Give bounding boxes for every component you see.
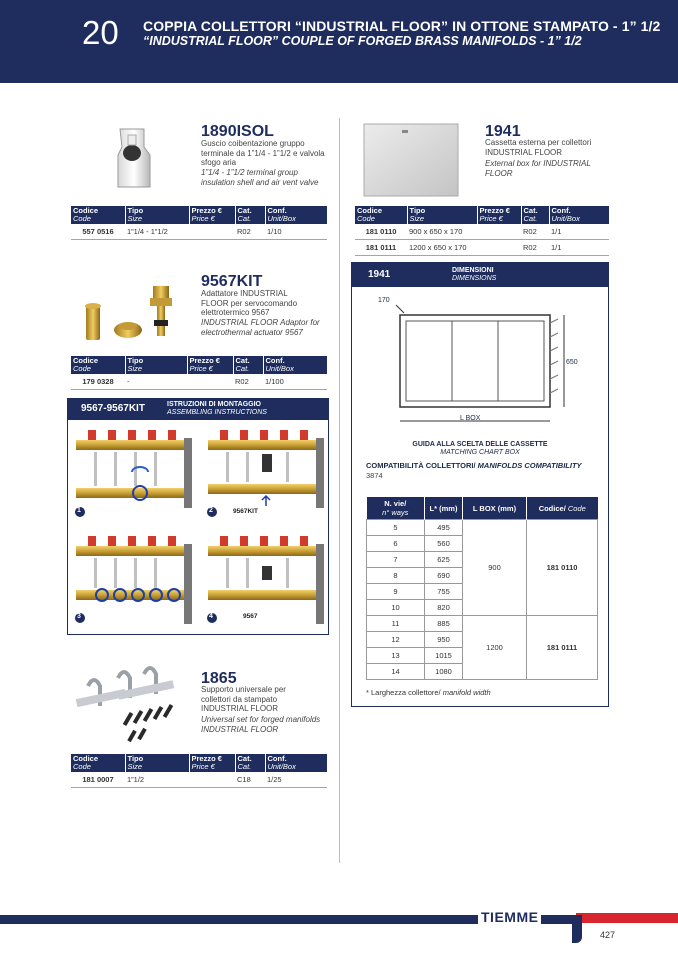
table-header-row: Codice Code Tipo Size Prezzo € Price € Cat. Cat. Conf. Unit/Box [71, 206, 327, 224]
product-table-9567kit [71, 356, 327, 390]
table-row: 181 0110 900 x 650 x 170 R02 1/1 [355, 224, 609, 240]
product-desc-en-1890isol: 1”1/4 - 1”1/2 terminal group insulation shell and air vent valve [201, 168, 319, 187]
page-title: COPPIA COLLETTORI “INDUSTRIAL FLOOR” IN OTTONE STAMPATO - 1” 1/2 [143, 18, 661, 34]
table-row: 179 0328 - R02 1/100 [71, 374, 327, 390]
dim-depth: 170 [378, 297, 390, 304]
product-code-1865: 1865 [201, 670, 237, 687]
product-desc-it-1941: Cassetta esterna per collettori INDUSTRIAL FLOOR [485, 138, 592, 157]
page-subtitle: “INDUSTRIAL FLOOR” COUPLE OF FORGED BRASS MANIFOLDS - 1” 1/2 [143, 34, 582, 48]
compat-title: COMPATIBILITÀ COLLETTORI/ MANIFOLDS COMPATIBILITY [366, 461, 582, 470]
product-desc-it-1890isol: Guscio coibentazione gruppo terminale da 1”1/4 - 1”1/2 e valvola sfogo aria [201, 139, 325, 167]
step-1-badge: 1 [77, 507, 81, 514]
dim-height: 650 [566, 359, 578, 366]
table-row: 8 690 [367, 568, 598, 584]
box-dimension-drawing [372, 293, 592, 433]
dimensions-code: 1941 [368, 269, 391, 280]
step-4-badge: 4 [209, 613, 213, 620]
product-desc-it-9567kit: Adattatore INDUSTRIAL FLOOR per servocomando elettrotermico 9567 [201, 289, 298, 317]
product-code-9567kit: 9567KIT [201, 273, 263, 290]
label-9567kit: 9567KIT [233, 508, 258, 515]
table-header-row: Codice Code Tipo Size Prezzo € Price € Cat. Cat. Conf. Unit/Box [71, 356, 327, 374]
column-divider [339, 118, 340, 863]
dimensions-panel [351, 262, 609, 707]
compat-code: 3874 [366, 471, 383, 480]
table-header-row: Codice Code Tipo Size Prezzo € Price € Cat. Cat. Conf. Unit/Box [71, 754, 327, 772]
step-2-badge: 2 [209, 507, 213, 514]
table-row: 557 0516 1”1/4 - 1”1/2 R02 1/10 [71, 224, 327, 240]
assembly-title: ISTRUZIONI DI MONTAGGIO ASSEMBLING INSTRUCTIONS [167, 401, 267, 416]
step-3-badge: 3 [77, 613, 81, 620]
guide-title: GUIDA ALLA SCELTA DELLE CASSETTE MATCHING CHART BOX [412, 441, 548, 456]
table-header-row: N. vie/ n° ways L* (mm) L BOX (mm) Codice/ Code [367, 497, 598, 520]
product-desc-it-1865: Supporto universale per collettori da stampato INDUSTRIAL FLOOR [201, 685, 286, 713]
assembly-banner [67, 398, 329, 420]
product-image-1941 [362, 122, 462, 200]
table-header-row: Codice Code Tipo Size Prezzo € Price € Cat. Cat. Conf. Unit/Box [355, 206, 609, 224]
product-table-1941 [355, 206, 609, 256]
product-desc-en-1941: External box for INDUSTRIAL FLOOR [485, 159, 591, 178]
product-image-9567kit [80, 282, 185, 342]
section-number: 20 [82, 14, 119, 51]
table-row: 9 755 [367, 584, 598, 600]
product-desc-en-1865: Universal set for forged manifolds INDUSTRIAL FLOOR [201, 715, 321, 734]
table-row: 11 885 1200 181 0111 [367, 616, 598, 632]
matching-chart-table [366, 497, 598, 680]
product-image-1865 [68, 664, 186, 744]
product-code-1890isol: 1890ISOL [201, 123, 274, 140]
table-row: 5 495 900 181 0110 [367, 520, 598, 536]
table-row: 10 820 [367, 600, 598, 616]
product-table-1865 [71, 754, 327, 788]
footer-navy-hook [572, 915, 582, 943]
dim-lbox: L BOX [460, 415, 481, 422]
footer-red-accent [576, 913, 678, 923]
dimensions-banner [352, 263, 608, 287]
page-header [0, 0, 678, 83]
footnote: * Larghezza collettore/ manifold width [366, 688, 491, 697]
table-row: 14 1080 [367, 664, 598, 680]
product-code-1941: 1941 [485, 123, 521, 140]
table-row: 13 1015 [367, 648, 598, 664]
page-number: 427 [600, 930, 616, 940]
product-table-1890isol [71, 206, 327, 240]
table-row: 6 560 [367, 536, 598, 552]
assembly-panel [67, 420, 329, 635]
table-row: 12 950 [367, 632, 598, 648]
table-row: 7 625 [367, 552, 598, 568]
product-desc-en-9567kit: INDUSTRIAL FLOOR Adaptor for electrothermal actuator 9567 [201, 318, 320, 337]
dimensions-title: DIMENSIONI DIMENSIONS [452, 267, 497, 282]
assembly-code: 9567-9567KIT [81, 403, 145, 414]
table-row: 181 0111 1200 x 650 x 170 R02 1/1 [355, 240, 609, 256]
product-image-1890isol [110, 125, 155, 190]
label-9567: 9567 [243, 613, 258, 620]
table-row: 181 0007 1”1/2 C18 1/25 [71, 772, 327, 788]
brand-logo: TIEMME [478, 909, 541, 925]
